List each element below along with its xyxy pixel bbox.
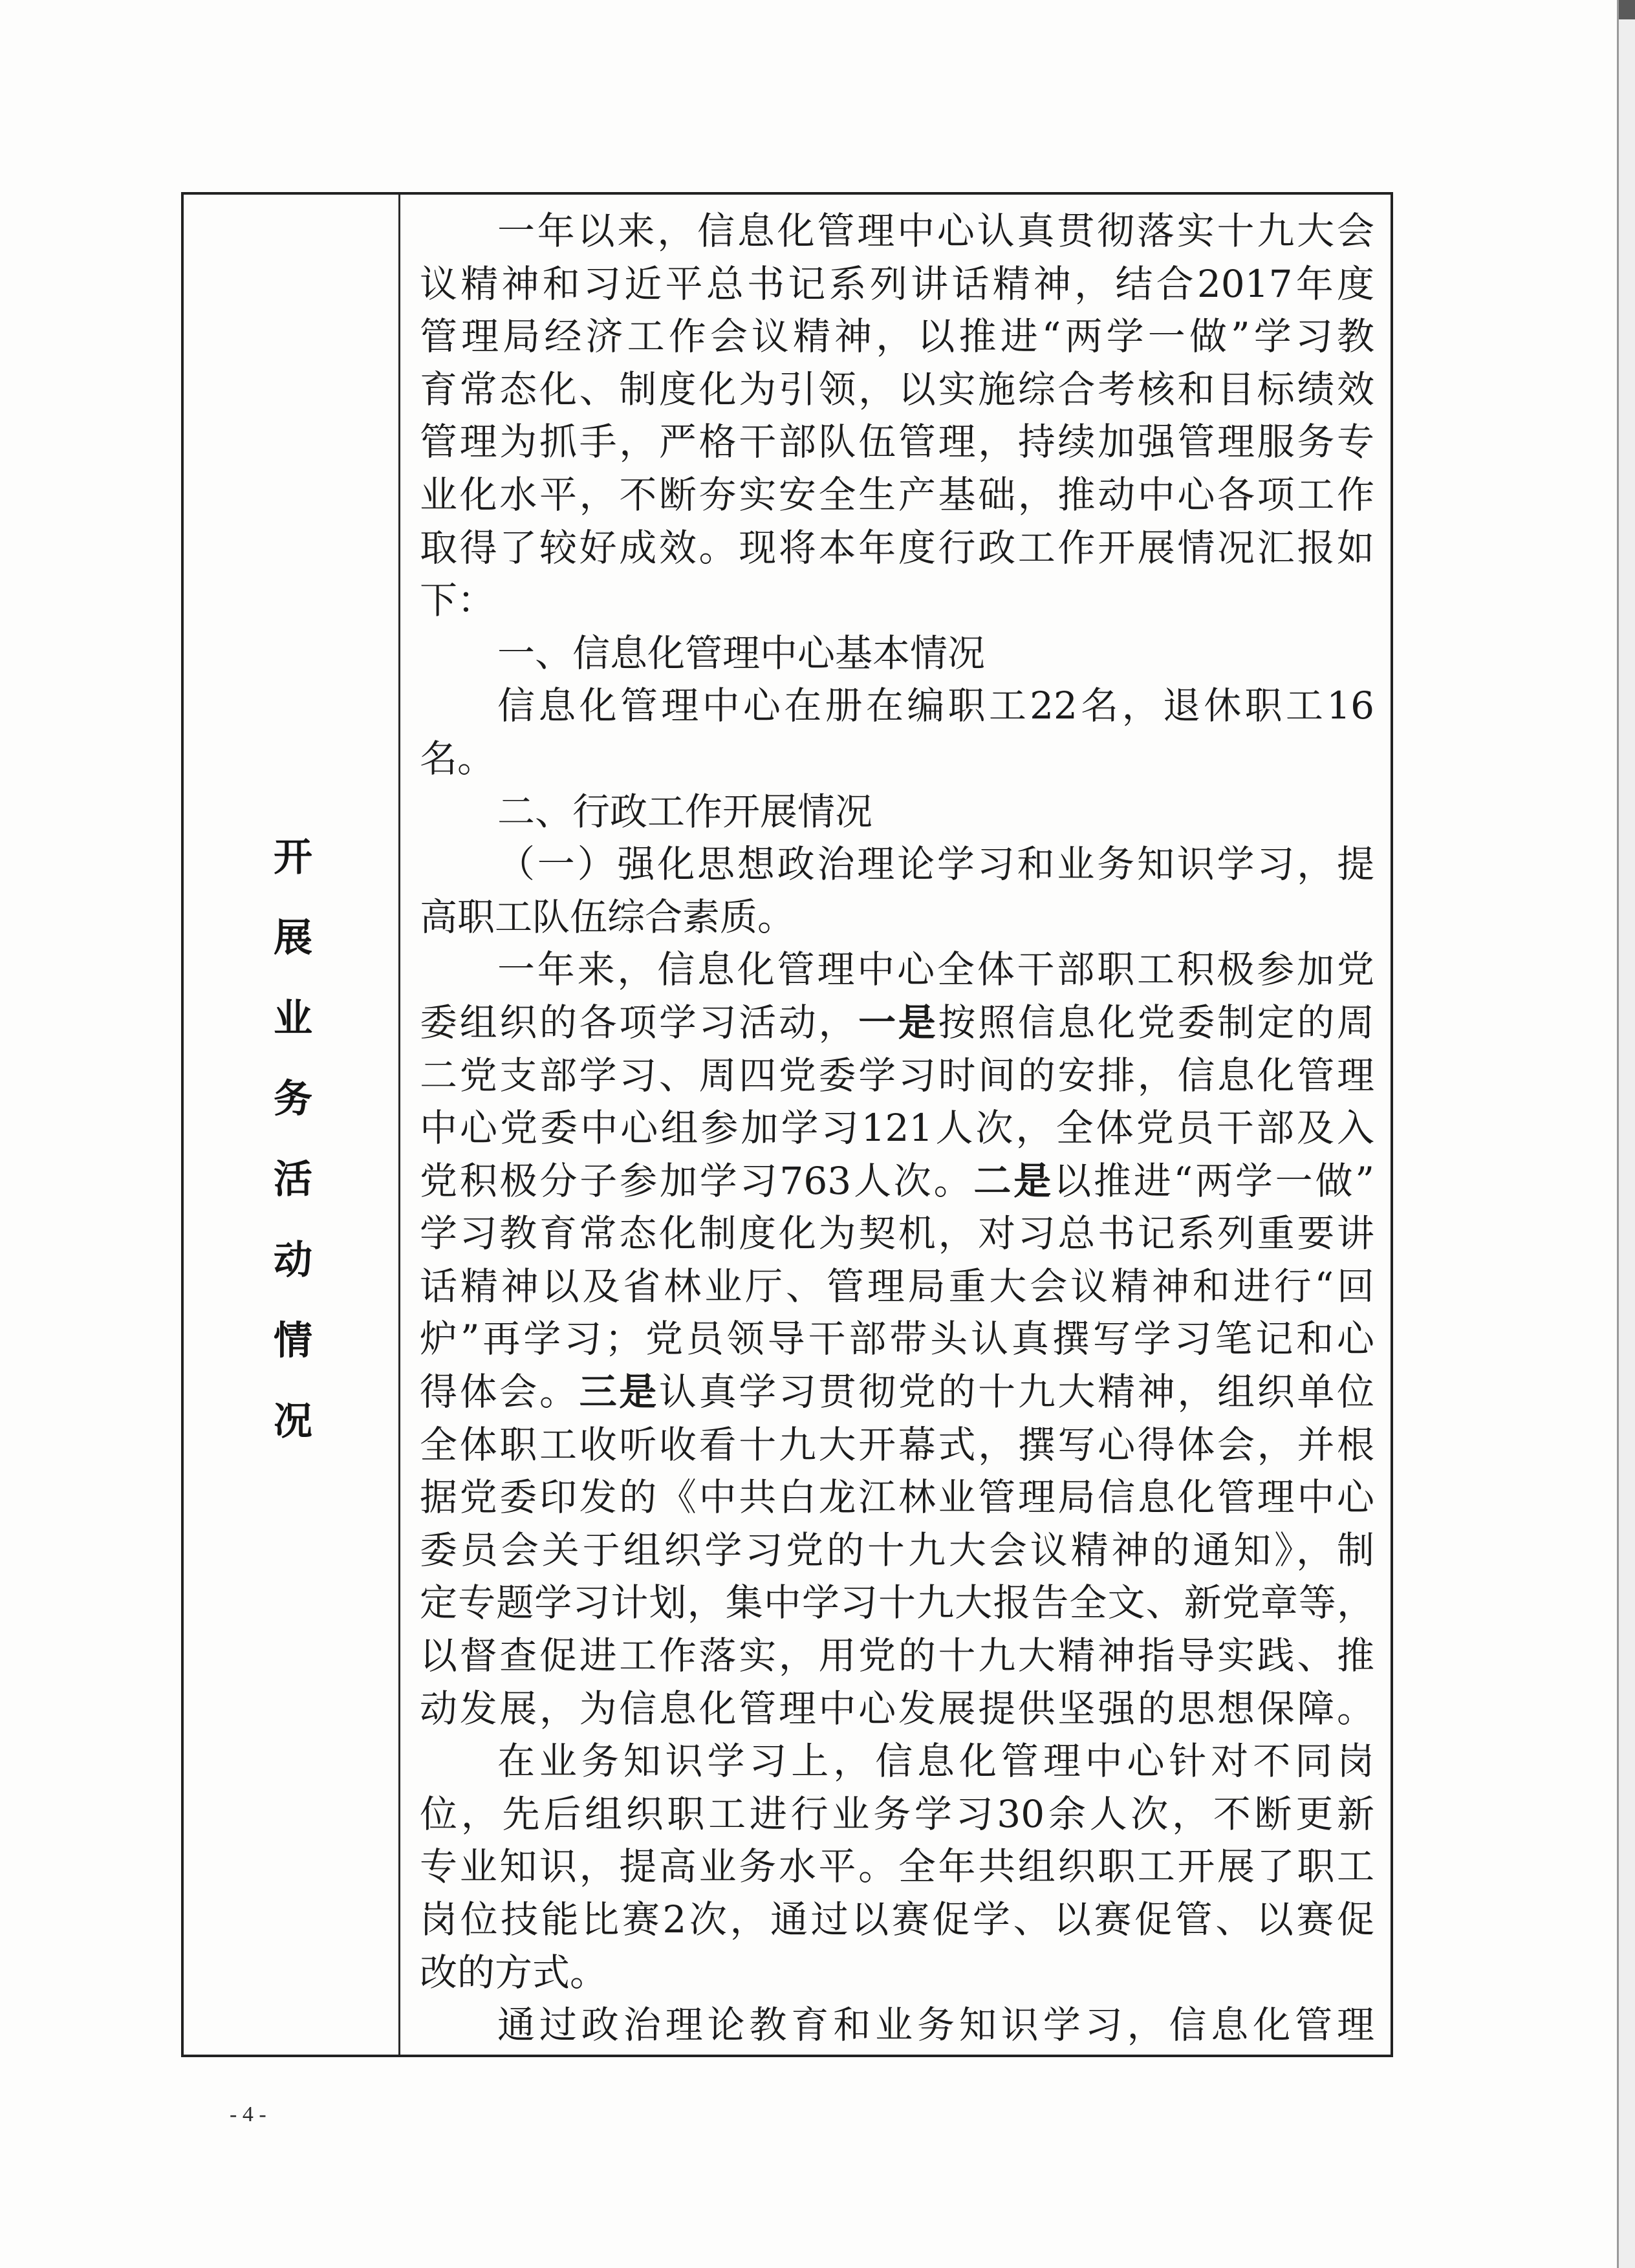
text-line: 动发展，为信息化管理中心发展提供坚强的思想保障。	[420, 1686, 1374, 1731]
paragraph-business-study	[420, 1735, 1374, 1999]
text-line: 取得了较好成效。现将本年度行政工作开展情况汇报如	[420, 525, 1374, 570]
text-line: 全体职工收听收看十九大开幕式，撰写心得体会，并根	[420, 1422, 1374, 1467]
text-run: 按照信息化党委制定的周	[938, 1000, 1374, 1044]
text-run: 认真学习贯彻党的十九大精神，组织单位	[658, 1370, 1374, 1414]
text-line: 在业务知识学习上，信息化管理中心针对不同岗	[497, 1739, 1374, 1784]
text-line: 话精神以及省林业厅、管理局重大会议精神和进行“回	[420, 1264, 1374, 1308]
text-line: 管理局经济工作会议精神，以推进“两学一做”学习教	[420, 314, 1374, 359]
subsection-heading: 高职工队伍综合素质。	[420, 894, 796, 939]
text-line: 下：	[420, 578, 495, 623]
subsection-heading-study	[420, 838, 1374, 944]
section-heading: 一、信息化管理中心基本情况	[497, 631, 986, 675]
text-line: 育常态化、制度化为引领，以实施综合考核和目标绩效	[420, 367, 1374, 411]
section-heading-basic-info	[420, 627, 1374, 680]
paragraph-summary	[420, 1999, 1374, 2052]
text-line: 业化水平，不断夯实安全生产基础，推动中心各项工作	[420, 472, 1374, 517]
text-line: 以督查促进工作落实，用党的十九大精神指导实践、推	[420, 1634, 1374, 1678]
section-heading: 二、行政工作开展情况	[497, 789, 873, 834]
text-line: 学习教育常态化制度化为契机，对习总书记系列重要讲	[420, 1211, 1374, 1256]
text-line: 信息化管理中心在册在编职工22名，退休职工16	[497, 684, 1374, 728]
paragraph-political-study	[420, 944, 1374, 1735]
text-line: 通过政治理论教育和业务知识学习，信息化管理	[497, 2003, 1374, 2047]
text-run: 得体会。	[420, 1370, 579, 1414]
text-line: 改的方式。	[420, 1950, 608, 1994]
bold-marker: 一是	[858, 1000, 938, 1044]
side-label: 开展业务活动情况	[267, 836, 312, 1481]
text-line: 委员会关于组织学习党的十九大会议精神的通知》，制	[420, 1528, 1374, 1572]
bold-marker: 二是	[973, 1158, 1054, 1203]
text-line: 位，先后组织职工进行业务学习30余人次，不断更新	[420, 1791, 1374, 1836]
content-cell	[400, 195, 1391, 2055]
side-label-cell	[184, 195, 400, 2055]
paragraph-staff	[420, 680, 1374, 785]
text-run: 以推进“两学一做”	[1054, 1158, 1374, 1203]
bold-marker: 三是	[579, 1370, 659, 1414]
text-line	[420, 1155, 1374, 1208]
report-table	[181, 192, 1393, 2057]
text-line	[420, 1366, 1374, 1419]
text-line: 二党支部学习、周四党委学习时间的安排，信息化管理	[420, 1053, 1374, 1097]
text-line	[420, 997, 1374, 1050]
section-heading-admin-work	[420, 786, 1374, 839]
text-line: 议精神和习近平总书记系列讲话精神，结合2017年度	[420, 261, 1374, 306]
scan-edge	[1617, 0, 1635, 2268]
text-line: 一年来，信息化管理中心全体干部职工积极参加党	[497, 947, 1374, 992]
text-line: 管理为抓手，严格干部队伍管理，持续加强管理服务专	[420, 420, 1374, 464]
subsection-heading: （一）强化思想政治理论学习和业务知识学习，提	[497, 842, 1374, 887]
text-run: 委组织的各项学习活动，	[420, 1000, 859, 1044]
scan-corner	[1619, 0, 1635, 19]
paragraph-intro	[420, 205, 1374, 627]
text-line: 一年以来，信息化管理中心认真贯彻落实十九大会	[497, 209, 1374, 253]
text-line: 岗位技能比赛2次，通过以赛促学、以赛促管、以赛促	[420, 1897, 1374, 1941]
text-line: 名。	[420, 736, 495, 781]
text-line: 中心党委中心组参加学习121人次，全体党员干部及入	[420, 1106, 1374, 1150]
page-number: - 4 -	[230, 2102, 266, 2126]
text-line: 据党委印发的《中共白龙江林业管理局信息化管理中心	[420, 1475, 1374, 1520]
text-line: 专业知识，提高业务水平。全年共组织职工开展了职工	[420, 1844, 1374, 1889]
text-line: 炉”再学习；党员领导干部带头认真撰写学习笔记和心	[420, 1317, 1374, 1361]
text-run: 党积极分子参加学习763人次。	[420, 1158, 974, 1203]
text-line: 定专题学习计划，集中学习十九大报告全文、新党章等，	[420, 1581, 1374, 1625]
